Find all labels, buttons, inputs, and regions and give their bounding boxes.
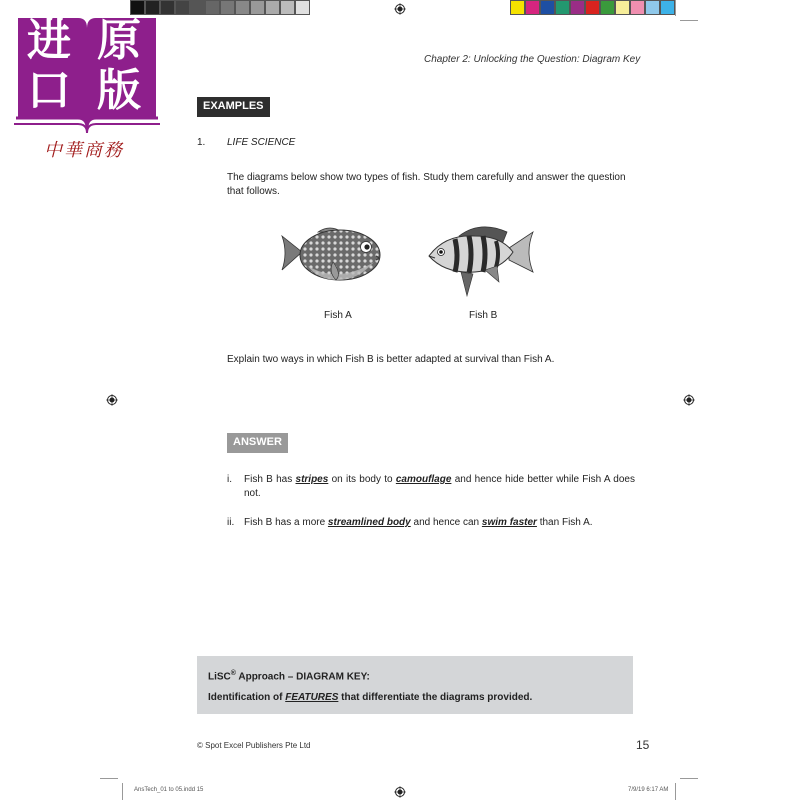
- color-swatch: [525, 0, 540, 15]
- key-title-text: Approach – DIAGRAM KEY:: [235, 671, 370, 683]
- key-box-description: [208, 690, 622, 706]
- color-swatch: [540, 0, 555, 15]
- examples-label: EXAMPLES: [197, 97, 270, 117]
- color-swatch: [175, 0, 190, 15]
- color-swatch: [585, 0, 600, 15]
- emphasis-stripes: stripes: [295, 474, 329, 485]
- color-swatch: [205, 0, 220, 15]
- answer-item: [227, 516, 635, 530]
- crop-mark: [680, 20, 698, 21]
- color-swatch: [555, 0, 570, 15]
- color-swatch: [280, 0, 295, 15]
- color-swatch: [660, 0, 675, 15]
- registered-mark: ®: [230, 670, 236, 677]
- answer-text: [244, 473, 635, 501]
- color-swatch: [570, 0, 585, 15]
- registration-mark-icon: [106, 394, 118, 406]
- logo-subtitle: 中華商務: [44, 140, 124, 161]
- grayscale-color-bar: [130, 0, 310, 15]
- color-swatch: [630, 0, 645, 15]
- color-swatch: [265, 0, 280, 15]
- cmyk-color-bar: [510, 0, 675, 15]
- answer-text-part: Fish B has: [244, 474, 296, 485]
- date-slug: 7/9/19 6:17 AM: [628, 787, 669, 793]
- page-number: 15: [636, 738, 650, 752]
- color-swatch: [130, 0, 145, 15]
- fish-b-caption: Fish B: [469, 310, 498, 321]
- color-swatch: [220, 0, 235, 15]
- emphasis-streamlined-body: streamlined body: [327, 517, 411, 528]
- color-swatch: [190, 0, 205, 15]
- color-swatch: [600, 0, 615, 15]
- answer-item: [227, 473, 635, 501]
- emphasis-swim-faster: swim faster: [481, 517, 537, 528]
- registration-mark-icon: [683, 394, 695, 406]
- color-swatch: [145, 0, 160, 15]
- logo-char: 口: [27, 65, 71, 116]
- diagram-key-box: [197, 656, 633, 714]
- color-swatch: [235, 0, 250, 15]
- answer-text: [244, 516, 635, 530]
- key-line-text: Identification of: [208, 692, 286, 704]
- registration-mark-icon: [394, 3, 406, 15]
- question-subject: LIFE SCIENCE: [227, 137, 296, 148]
- color-swatch: [645, 0, 660, 15]
- publisher-logo: [14, 14, 162, 164]
- color-swatch: [250, 0, 265, 15]
- key-line-text: that differentiate the diagrams provided.: [338, 692, 533, 704]
- key-title-text: LiSC: [208, 671, 231, 683]
- color-swatch: [295, 0, 310, 15]
- crop-mark: [122, 783, 123, 800]
- emphasis-features: FEATURES: [285, 692, 339, 704]
- fish-a-caption: Fish A: [324, 310, 352, 321]
- crop-mark: [675, 783, 676, 800]
- question-number: 1.: [197, 137, 206, 148]
- color-swatch: [615, 0, 630, 15]
- fish-a-image: [278, 222, 383, 288]
- logo-char: 版: [97, 65, 141, 116]
- answer-label: ANSWER: [227, 433, 288, 453]
- crop-mark: [100, 778, 118, 779]
- color-swatch: [160, 0, 175, 15]
- logo-char: 原: [97, 15, 141, 66]
- file-slug: AnsTech_01 to 05.indd 15: [134, 787, 204, 793]
- answer-text-part: and hence can: [410, 517, 482, 528]
- answer-text-part: on its body to: [328, 474, 396, 485]
- answer-text-part: and hence hide better while Fish A does not.: [244, 474, 635, 499]
- question-intro: The diagrams below show two types of fish. Study them carefully and answer the question that follows.: [227, 172, 626, 197]
- registration-mark-icon: [394, 786, 406, 798]
- answer-number: ii.: [227, 517, 235, 528]
- question-prompt: Explain two ways in which Fish B is better adapted at survival than Fish A.: [227, 354, 555, 365]
- answer-number: i.: [227, 474, 232, 485]
- chapter-header: Chapter 2: Unlocking the Question: Diagram Key: [424, 54, 641, 65]
- emphasis-camouflage: camouflage: [395, 474, 452, 485]
- crop-mark: [680, 778, 698, 779]
- color-swatch: [510, 0, 525, 15]
- fish-b-image: [425, 220, 535, 300]
- key-box-title: [208, 666, 622, 685]
- answer-text-part: than Fish A.: [536, 517, 593, 528]
- crop-mark: [675, 0, 676, 16]
- copyright-notice: © Spot Excel Publishers Pte Ltd: [197, 741, 311, 750]
- answer-text-part: Fish B has a more: [244, 517, 328, 528]
- logo-char: 进: [27, 15, 71, 66]
